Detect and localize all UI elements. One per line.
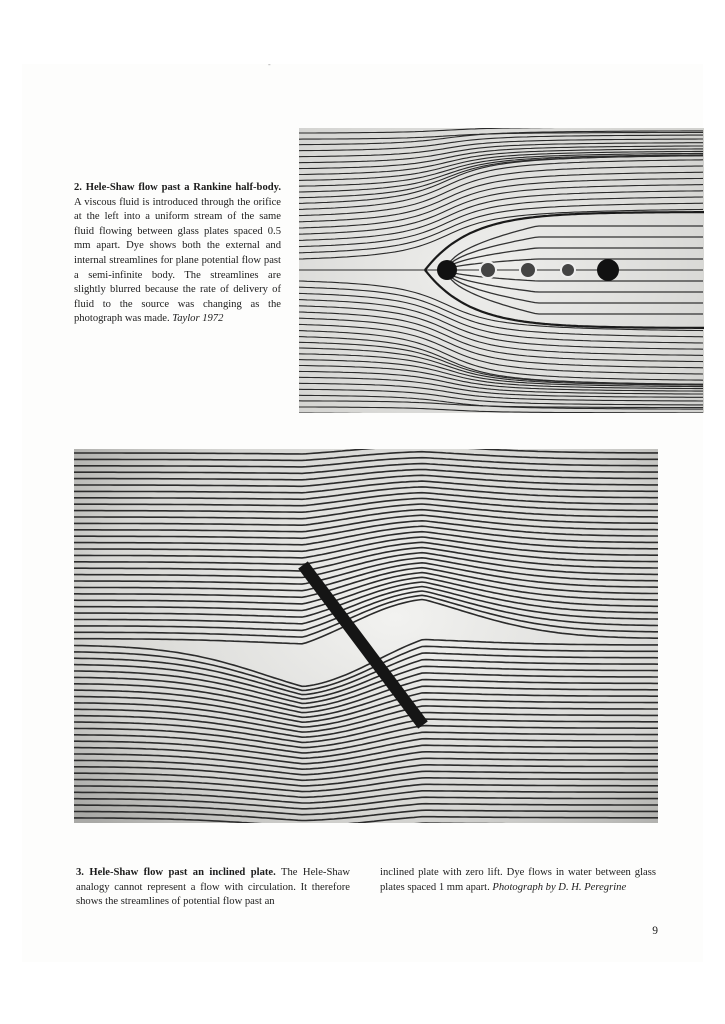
figure-2-body-line: body. The streamlines are slightly blurred [74, 269, 281, 296]
orifice-dot [480, 262, 496, 278]
orifice-dot [437, 260, 457, 280]
figure-3-heading: 3. Hele-Shaw flow past an inclined plate. [76, 867, 276, 878]
figure-2-body-line: source was changing as the photograph was [74, 298, 281, 325]
figure-3-photo-inclined-plate [74, 449, 658, 823]
figure-2-photo-rankine-half-body [299, 128, 704, 413]
figure-2-body-line: the orifice at the left into a uniform stream [74, 196, 282, 223]
page-number: 9 [652, 925, 658, 937]
figure-2-body-line: made. [144, 313, 170, 325]
orifice-dot [561, 263, 575, 277]
figure-2-body-line: because the rate of delivery of fluid to the [74, 284, 281, 310]
figure-2-heading: 2. Hele-Shaw flow past a Rankine half-body. [74, 182, 281, 193]
figure-2-body-line: A viscous fluid is introduced through [74, 196, 235, 208]
orifice-dot [520, 262, 536, 278]
scan-mark: - [268, 60, 271, 69]
figure-2-body-line: both the external and internal streamlines [74, 240, 282, 266]
orifice-dot [597, 259, 619, 281]
figure-3-credit: Photograph by D. H. Peregrine [492, 881, 627, 893]
figure-3-body-col1: The Hele-Shaw analogy cannot represent a flow with circulation. It therefore shows the streamlines of potential flow past an [76, 867, 350, 908]
figure-3-caption-col2 [380, 866, 656, 895]
figure-2-streamlines [299, 128, 704, 413]
figure-2-body-line: of the same fluid flowing between glass [74, 211, 281, 237]
figure-2-credit: Taylor 1972 [172, 313, 224, 325]
figure-2-body-line: plates spaced 0.5 mm apart. Dye shows [74, 225, 281, 252]
figure-3-body-col2: inclined plate with zero lift. Dye flows in water between glass plates spaced 1 mm apart. [380, 867, 656, 893]
figure-3-streamlines [74, 449, 658, 823]
figure-2-body-line: for plane potential flow past a semi-infinite [74, 254, 281, 281]
figure-3-caption-col1 [76, 866, 350, 910]
figure-2-caption [74, 181, 281, 327]
